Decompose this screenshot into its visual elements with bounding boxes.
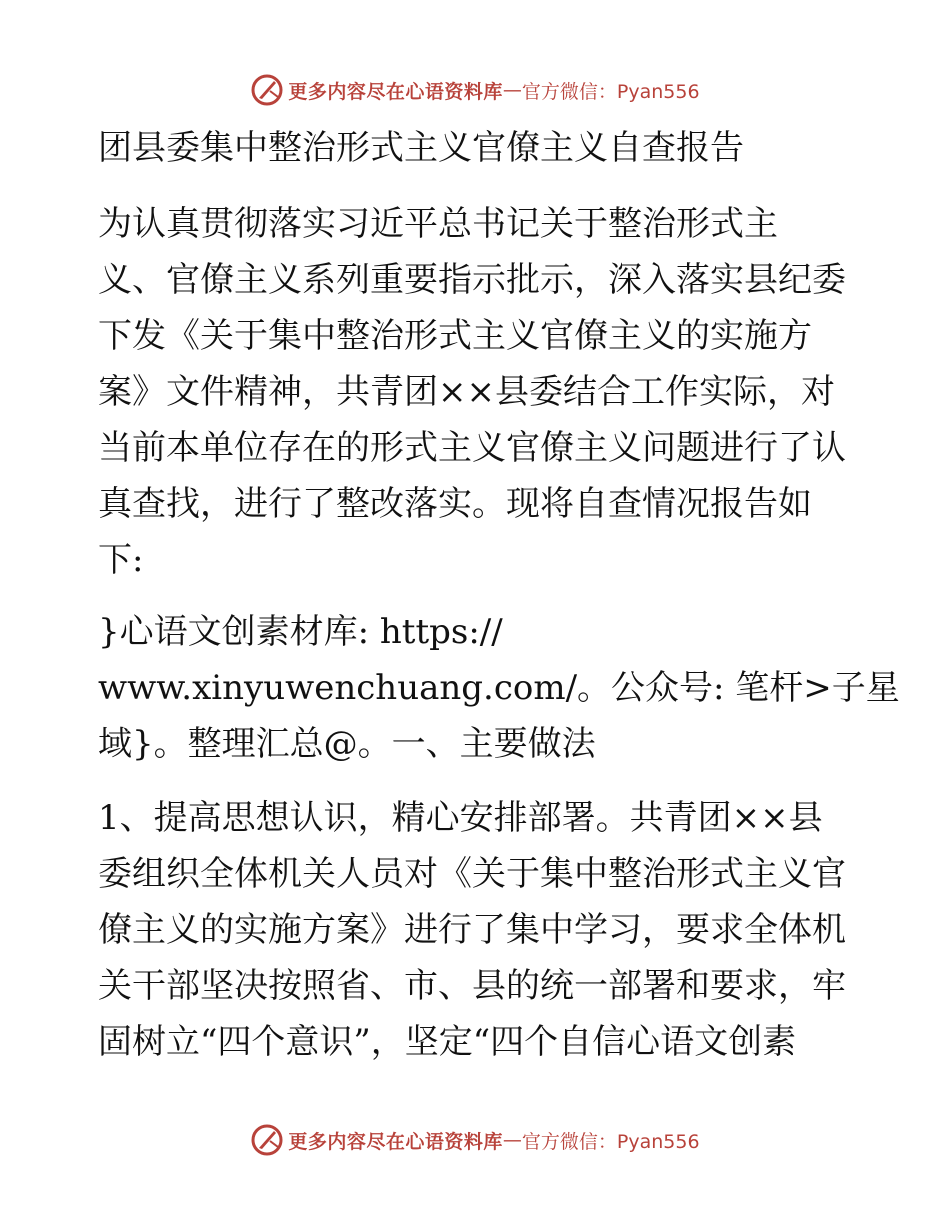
text-line: 下:	[98, 540, 144, 580]
paragraph-method-1	[98, 790, 850, 1070]
text-line: 义、官僚主义系列重要指示批示，深入落实县纪委	[98, 260, 846, 300]
text-line: 固树立“四个意识”，坚定“四个自信心语文创素	[98, 1022, 797, 1062]
header-banner	[0, 70, 950, 110]
banner-text: 更多内容尽在心语资料库	[288, 1130, 503, 1153]
text-line: 为认真贯彻落实习近平总书记关于整治形式主	[98, 204, 778, 244]
banner-separator: —	[502, 79, 522, 101]
text-line: }心语文创素材库: https://	[98, 612, 503, 652]
text-line: 1、提高思想认识，精心安排部署。共青团××县	[98, 798, 823, 838]
banner-contact: 官方微信：Pyan556	[521, 80, 700, 103]
document-body	[98, 120, 900, 1086]
banner-separator: —	[502, 1129, 522, 1151]
banner-contact: 官方微信：Pyan556	[521, 1130, 700, 1153]
text-line: 关干部坚决按照省、市、县的统一部署和要求，牢	[98, 966, 846, 1006]
text-line: www.xinyuwenchuang.com/。公众号: 笔杆>子星	[98, 668, 900, 708]
text-line: 委组织全体机关人员对《关于集中整治形式主义官	[98, 854, 846, 894]
document-title: 团县委集中整治形式主义官僚主义自查报告	[98, 128, 744, 168]
text-line: 僚主义的实施方案》进行了集中学习，要求全体机	[98, 910, 846, 950]
text-line: 真查找，进行了整改落实。现将自查情况报告如	[98, 484, 812, 524]
paragraph-source	[98, 604, 900, 772]
banner-text: 更多内容尽在心语资料库	[288, 80, 503, 103]
paragraph-intro	[98, 196, 850, 588]
text-line: 域}。整理汇总@。一、主要做法	[98, 724, 596, 764]
quill-logo-icon	[250, 1123, 284, 1157]
footer-banner	[0, 1120, 950, 1160]
quill-logo-icon	[250, 73, 284, 107]
text-line: 当前本单位存在的形式主义官僚主义问题进行了认	[98, 428, 846, 468]
text-line: 下发《关于集中整治形式主义官僚主义的实施方	[98, 316, 812, 356]
text-line: 案》文件精神，共青团××县委结合工作实际，对	[98, 372, 835, 412]
